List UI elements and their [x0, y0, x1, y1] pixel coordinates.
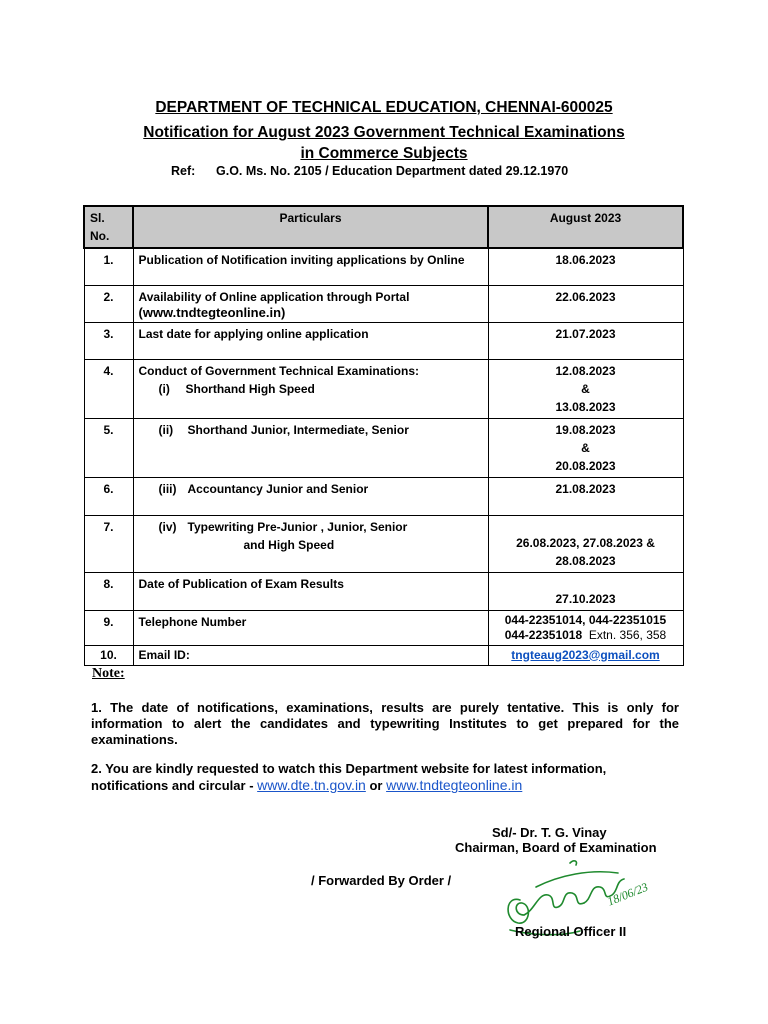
- date-b: 20.08.2023: [555, 458, 616, 473]
- phone-line1: 044-22351014, 044-22351015: [504, 612, 667, 627]
- sub-text-line2: and High Speed: [243, 537, 335, 552]
- phone-extension: Extn. 356, 358: [588, 627, 667, 642]
- header-sl: Sl. No.: [84, 206, 133, 248]
- row-sl: 4.: [84, 359, 133, 418]
- date-a: 19.08.2023: [555, 422, 616, 437]
- table-row: [84, 285, 683, 322]
- row-particulars: Telephone Number: [133, 610, 488, 645]
- notification-subtitle: in Commerce Subjects: [300, 145, 468, 162]
- forwarded-by-order: / Forwarded By Order /: [311, 873, 452, 888]
- row-sub-item: [139, 518, 483, 536]
- table-row: [84, 248, 683, 285]
- ref-label: Ref:: [171, 164, 196, 178]
- phone2: 044-22351018: [504, 627, 583, 642]
- row-date: 21.08.2023: [488, 477, 683, 515]
- row-date: [488, 515, 683, 572]
- signed-by: Sd/- Dr. T. G. Vinay: [492, 825, 607, 840]
- phone-line2: [494, 628, 678, 643]
- sub-num: (iv): [158, 519, 177, 534]
- svg-text:18/06/23: 18/06/23: [605, 879, 650, 909]
- date-amp: &: [581, 440, 590, 455]
- chairman-title: Chairman, Board of Examination: [455, 840, 657, 855]
- table-row: [84, 359, 683, 418]
- row-sl: 8.: [84, 572, 133, 610]
- table-row: [84, 418, 683, 477]
- schedule-table: [83, 205, 684, 666]
- row-particulars: Date of Publication of Exam Results: [133, 572, 488, 610]
- row-date: [488, 359, 683, 418]
- date-b: 13.08.2023: [555, 399, 616, 414]
- row-date: 21.07.2023: [488, 322, 683, 359]
- row-date: 27.10.2023: [488, 572, 683, 610]
- portal-url: (www.tndtegteonline.in): [138, 304, 286, 320]
- row-particulars: Email ID:: [133, 645, 488, 665]
- table-row: [84, 322, 683, 359]
- row-date: 22.06.2023: [488, 285, 683, 322]
- regional-officer: Regional Officer II: [515, 924, 627, 939]
- row-sub-item: [139, 421, 483, 439]
- note-paragraph-2: [91, 761, 679, 794]
- department-title: DEPARTMENT OF TECHNICAL EDUCATION, CHENNAI-600025: [155, 99, 613, 116]
- row-particulars: [133, 359, 488, 418]
- email-link[interactable]: tngteaug2023@gmail.com: [511, 647, 660, 662]
- note-paragraph-1: 1. The date of notifications, examinations, results are purely tentative. This is only for information to alert the candidates and typewriting Institutes to get prepared for the examinations.: [91, 700, 679, 747]
- date-a: 12.08.2023: [555, 363, 616, 378]
- row-date: [488, 610, 683, 645]
- row-particulars: Publication of Notification inviting applications by Online: [133, 248, 488, 285]
- sub-text: Shorthand Junior, Intermediate, Senior: [187, 422, 409, 437]
- row-sl: 10.: [84, 645, 133, 665]
- table-row: [84, 645, 683, 665]
- sub-num: (iii): [158, 481, 177, 496]
- row-sl: 5.: [84, 418, 133, 477]
- table-header-row: [84, 206, 683, 248]
- sub-text: Typewriting Pre-Junior , Junior, Senior: [187, 519, 408, 534]
- table-row: [84, 515, 683, 572]
- date-a: 26.08.2023, 27.08.2023 &: [516, 535, 655, 550]
- table-row: [84, 572, 683, 610]
- row-sl: 9.: [84, 610, 133, 645]
- sub-num: (i): [158, 381, 170, 396]
- table-row: [84, 610, 683, 645]
- ref-text: G.O. Ms. No. 2105 / Education Department dated 29.12.1970: [216, 164, 569, 178]
- row-particulars-text: Availability of Online application through Portal: [138, 289, 410, 304]
- date-amp: &: [581, 381, 590, 396]
- sub-text: Shorthand High Speed: [185, 381, 315, 396]
- row-particulars-text: Conduct of Government Technical Examinations:: [138, 363, 419, 378]
- sub-text: Accountancy Junior and Senior: [187, 481, 369, 496]
- row-sl: 2.: [84, 285, 133, 322]
- row-particulars: [133, 515, 488, 572]
- row-date: [488, 645, 683, 665]
- row-sub-item: [139, 380, 483, 398]
- row-sl: 6.: [84, 477, 133, 515]
- row-date: [488, 418, 683, 477]
- row-sub-item: [139, 480, 483, 498]
- date-b: 28.08.2023: [555, 553, 616, 568]
- note-paragraph-2-text: 2. You are kindly requested to watch this Department website for latest information, notifications and circular -: [91, 761, 607, 793]
- header-particulars: Particulars: [133, 206, 488, 248]
- row-sl: 3.: [84, 322, 133, 359]
- notification-title: Notification for August 2023 Government Technical Examinations: [143, 124, 625, 141]
- sub-num: (ii): [158, 422, 174, 437]
- row-particulars: [133, 285, 488, 322]
- header-date: August 2023: [488, 206, 683, 248]
- or-text: or: [369, 778, 383, 793]
- row-particulars: [133, 418, 488, 477]
- row-particulars: Last date for applying online application: [133, 322, 488, 359]
- table-row: [84, 477, 683, 515]
- dte-website-link[interactable]: www.dte.tn.gov.in: [257, 777, 366, 793]
- row-sl: 1.: [84, 248, 133, 285]
- row-sl: 7.: [84, 515, 133, 572]
- row-date: 18.06.2023: [488, 248, 683, 285]
- row-particulars: [133, 477, 488, 515]
- note-label: Note:: [92, 666, 125, 681]
- tndtegte-website-link[interactable]: www.tndtegteonline.in: [386, 777, 523, 793]
